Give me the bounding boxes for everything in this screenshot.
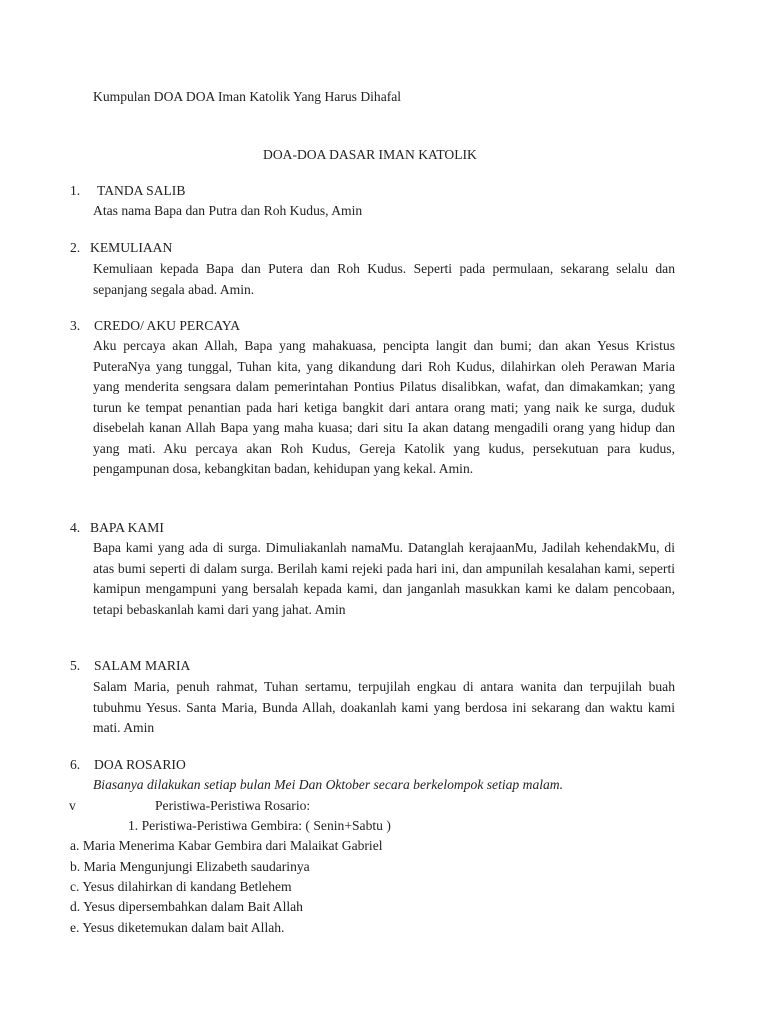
prayer-text: Aku percaya akan Allah, Bapa yang mahakuasa, pencipta langit dan bumi; dan akan Yesus Kristus PuteraNya yang tunggal, Tuhan kita, yang dikandung dari Roh Kudus, dilahirkan oleh Perawan Maria yang menderita sengsara dalam pemerintahan Pontius Pilatus disalibkan, wafat, dan dimakamkan; yang turun ke tempat penantian pada hari ketiga bangkit dari antara orang mati; yang naik ke surga, duduk disebelah kanan Allah Bapa yang maha kuasa; dari situ Ia akan datang mengadili orang yang hidup dan yang mati. Aku percaya akan Roh Kudus, Gereja Katolik yang kudus, persekutuan para kudus, pengampunan dosa, kebangkitan badan, kehidupan yang kekal. Amin. <box>93 338 675 476</box>
prayer-title: CREDO/ AKU PERCAYA <box>94 318 241 333</box>
prayer-number: 5. <box>70 658 81 673</box>
prayer-text: Salam Maria, penuh rahmat, Tuhan sertamu, terpujilah engkau di antara wanita dan terpujilah buah tubuhmu Yesus. Santa Maria, Bunda Allah, doakanlah kami yang berdosa ini sekarang dan waktu kami mati. Amin <box>93 679 675 735</box>
prayer-text: Kemuliaan kepada Bapa dan Putera dan Roh Kudus. Seperti pada permulaan, sekarang selalu dan sepanjang segala abad. Amin. <box>93 261 675 297</box>
prayer-number: 1. <box>70 183 81 198</box>
prayer-text: Bapa kami yang ada di surga. Dimuliakanlah namaMu. Datanglah kerajaanMu, Jadilah kehendakMu, di atas bumi seperti di dalam surga. Berilah kami rejeki pada hari ini, dan ampunilah kesalahan kami, seperti kamipun mengampuni yang bersalah kepada kami, dan janganlah masukkan kami ke dalam pencobaan, tetapi bebaskanlah kami dari yang jahat. Amin <box>93 540 675 617</box>
document-title: Kumpulan DOA DOA Iman Katolik Yang Harus Dihafal <box>93 89 402 104</box>
prayer-title: KEMULIAAN <box>90 240 173 255</box>
list-item: c. Yesus dilahirkan di kandang Betlehem <box>70 879 292 894</box>
prayer-title: BAPA KAMI <box>90 520 164 535</box>
prayer-title: DOA ROSARIO <box>94 757 186 772</box>
prayer-number: 6. <box>70 757 81 772</box>
prayer-text: Atas nama Bapa dan Putra dan Roh Kudus, Amin <box>93 203 363 218</box>
list-item: b. Maria Mengunjungi Elizabeth saudarinya <box>70 859 310 874</box>
prayer-text: Biasanya dilakukan setiap bulan Mei Dan Oktober secara berkelompok setiap malam. <box>93 777 564 792</box>
prayer-title: TANDA SALIB <box>97 183 186 198</box>
rosary-sub-heading: 1. Peristiwa-Peristiwa Gembira: ( Senin+Sabtu ) <box>128 818 391 833</box>
section-heading: DOA-DOA DASAR IMAN KATOLIK <box>263 147 477 162</box>
prayer-title: SALAM MARIA <box>94 658 191 673</box>
prayer-number: 4. <box>70 520 81 535</box>
list-item: e. Yesus diketemukan dalam bait Allah. <box>70 920 285 935</box>
list-item: d. Yesus dipersembahkan dalam Bait Allah <box>70 899 303 914</box>
rosary-heading: Peristiwa-Peristiwa Rosario: <box>155 798 311 813</box>
list-item: a. Maria Menerima Kabar Gembira dari Malaikat Gabriel <box>70 838 383 853</box>
prayer-number: 3. <box>70 318 81 333</box>
bullet-marker: v <box>69 798 76 813</box>
prayer-number: 2. <box>70 240 81 255</box>
